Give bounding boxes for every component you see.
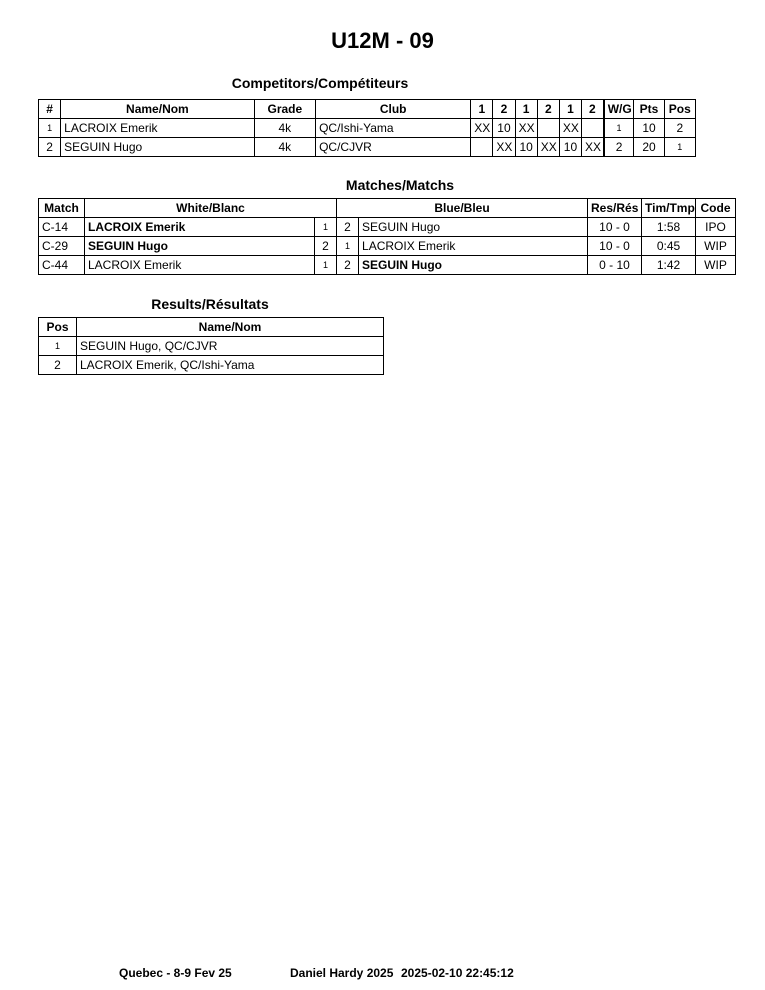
competitor-position: 2 — [664, 119, 695, 138]
blue-player: LACROIX Emerik — [359, 237, 588, 256]
result-position: 1 — [39, 337, 77, 356]
col-name: Name/Nom — [61, 100, 254, 119]
competitor-wins: 1 — [604, 119, 634, 138]
col-points: Pts — [634, 100, 664, 119]
score-cell: XX — [471, 119, 493, 138]
blue-player: SEGUIN Hugo — [359, 256, 588, 275]
match-code: WIP — [696, 256, 736, 275]
competitor-club: QC/Ishi-Yama — [316, 119, 471, 138]
competitors-table — [38, 99, 696, 157]
competitor-number: 1 — [39, 119, 61, 138]
col-round: 1 — [471, 100, 493, 119]
score-cell — [471, 138, 493, 157]
competitors-heading: Competitors/Compétiteurs — [231, 75, 409, 91]
white-number: 1 — [315, 256, 337, 275]
blue-number: 2 — [337, 218, 359, 237]
white-player: LACROIX Emerik — [85, 218, 315, 237]
results-table — [38, 317, 384, 375]
match-id: C-14 — [39, 218, 85, 237]
match-time: 1:42 — [642, 256, 696, 275]
blue-player: SEGUIN Hugo — [359, 218, 588, 237]
match-id: C-29 — [39, 237, 85, 256]
score-cell: 10 — [493, 119, 515, 138]
footer-author: Daniel Hardy 2025 — [290, 966, 394, 980]
competitors-header-row — [39, 100, 696, 119]
white-player: LACROIX Emerik — [85, 256, 315, 275]
col-result: Res/Rés — [588, 199, 642, 218]
competitor-name: SEGUIN Hugo — [61, 138, 254, 157]
score-cell: XX — [582, 138, 604, 157]
col-white: White/Blanc — [85, 199, 337, 218]
footer-event: Quebec - 8-9 Fev 25 — [119, 966, 232, 980]
matches-heading: Matches/Matchs — [345, 177, 455, 193]
white-number: 2 — [315, 237, 337, 256]
score-cell — [537, 119, 559, 138]
col-wins: W/G — [604, 100, 634, 119]
matches-table — [38, 198, 736, 275]
col-round: 1 — [559, 100, 581, 119]
col-round: 2 — [493, 100, 515, 119]
col-round: 2 — [582, 100, 604, 119]
result-row — [39, 337, 384, 356]
competitor-grade: 4k — [254, 138, 315, 157]
col-position: Pos — [39, 318, 77, 337]
competitor-row — [39, 119, 696, 138]
col-number: # — [39, 100, 61, 119]
match-row — [39, 237, 736, 256]
matches-header-row — [39, 199, 736, 218]
result-row — [39, 356, 384, 375]
result-name: SEGUIN Hugo, QC/CJVR — [77, 337, 384, 356]
match-id: C-44 — [39, 256, 85, 275]
white-player: SEGUIN Hugo — [85, 237, 315, 256]
match-code: IPO — [696, 218, 736, 237]
col-round: 2 — [537, 100, 559, 119]
results-header-row — [39, 318, 384, 337]
result-position: 2 — [39, 356, 77, 375]
match-time: 1:58 — [642, 218, 696, 237]
competitor-grade: 4k — [254, 119, 315, 138]
competitor-club: QC/CJVR — [316, 138, 471, 157]
match-row — [39, 218, 736, 237]
col-match: Match — [39, 199, 85, 218]
footer-timestamp: 2025-02-10 22:45:12 — [401, 966, 514, 980]
score-cell: XX — [515, 119, 537, 138]
score-cell: 10 — [515, 138, 537, 157]
competitor-points: 20 — [634, 138, 664, 157]
score-cell — [582, 119, 604, 138]
match-result: 0 - 10 — [588, 256, 642, 275]
col-position: Pos — [664, 100, 695, 119]
result-name: LACROIX Emerik, QC/Ishi-Yama — [77, 356, 384, 375]
competitor-points: 10 — [634, 119, 664, 138]
competitor-wins: 2 — [604, 138, 634, 157]
match-time: 0:45 — [642, 237, 696, 256]
competitor-name: LACROIX Emerik — [61, 119, 254, 138]
score-cell: XX — [493, 138, 515, 157]
col-blue: Blue/Bleu — [337, 199, 588, 218]
blue-number: 1 — [337, 237, 359, 256]
col-code: Code — [696, 199, 736, 218]
match-code: WIP — [696, 237, 736, 256]
page-title: U12M - 09 — [331, 28, 434, 53]
col-grade: Grade — [254, 100, 315, 119]
results-heading: Results/Résultats — [151, 296, 269, 312]
col-round: 1 — [515, 100, 537, 119]
score-cell: XX — [537, 138, 559, 157]
col-name: Name/Nom — [77, 318, 384, 337]
blue-number: 2 — [337, 256, 359, 275]
competitor-number: 2 — [39, 138, 61, 157]
score-cell: 10 — [559, 138, 581, 157]
white-number: 1 — [315, 218, 337, 237]
match-result: 10 - 0 — [588, 218, 642, 237]
col-time: Tim/Tmp — [642, 199, 696, 218]
competitor-row — [39, 138, 696, 157]
col-club: Club — [316, 100, 471, 119]
score-cell: XX — [559, 119, 581, 138]
match-result: 10 - 0 — [588, 237, 642, 256]
competitor-position: 1 — [664, 138, 695, 157]
match-row — [39, 256, 736, 275]
